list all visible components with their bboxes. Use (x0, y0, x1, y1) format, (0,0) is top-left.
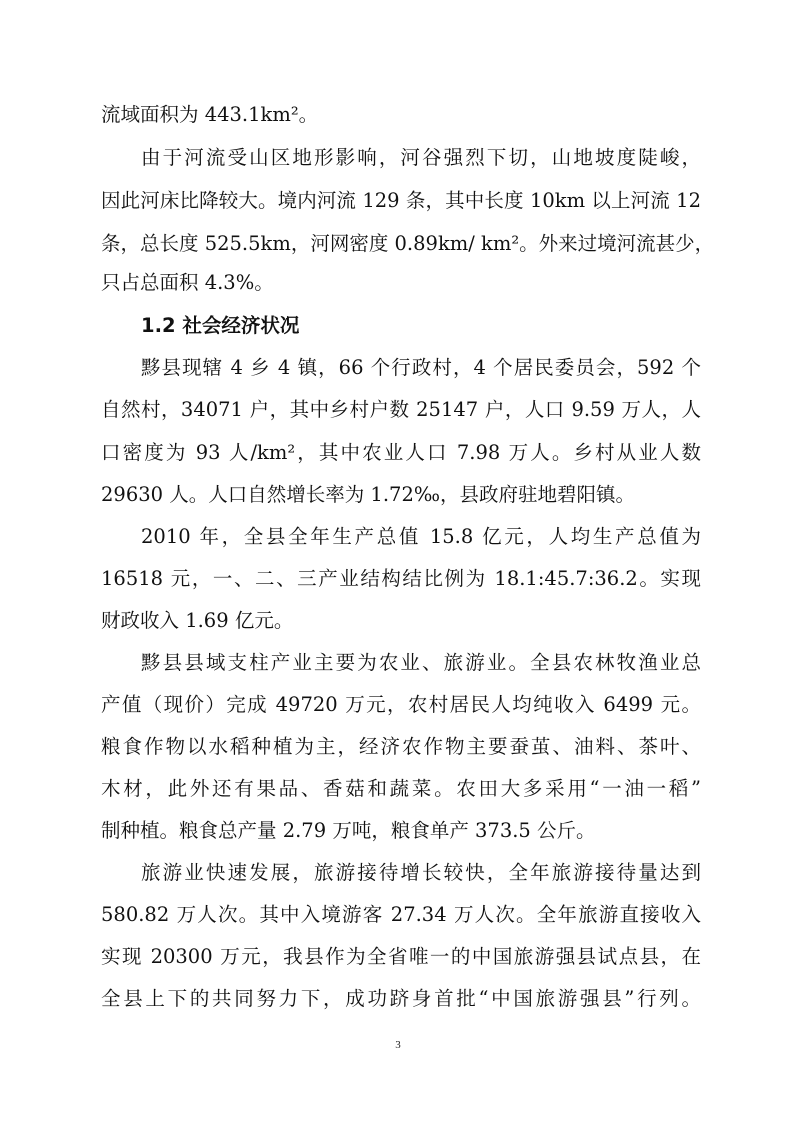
paragraph-line: 2010 年，全县全年生产总值 15.8 亿元，人均生产总值为 (141, 525, 701, 548)
paragraph-line: 580.82 万人次。其中入境游客 27.34 万人次。全年旅游直接收入 (101, 903, 701, 926)
paragraph-line: 木材，此外还有果品、香菇和蔬菜。农田大多采用“一油一稻” (101, 777, 701, 800)
paragraph-line: 因此河床比降较大。境内河流 129 条，其中长度 10km 以上河流 12 (101, 189, 701, 212)
paragraph-line: 16518 元，一、二、三产业结构结比例为 18.1:45.7:36.2。实现 (101, 567, 701, 590)
page-number: 3 (395, 1039, 401, 1051)
paragraph-line: 条，总长度 525.5km，河网密度 0.89km/ km²。外来过境河流甚少， (101, 232, 715, 255)
paragraph-line: 口密度为 93 人/km²，其中农业人口 7.98 万人。乡村从业人数 (101, 441, 701, 464)
paragraph-line: 财政收入 1.69 亿元。 (101, 609, 294, 632)
paragraph-line: 流域面积为 443.1km²。 (101, 103, 319, 126)
paragraph-line: 旅游业快速发展，旅游接待增长较快，全年旅游接待量达到 (141, 861, 701, 884)
paragraph-line: 产值（现价）完成 49720 万元，农村居民人均纯收入 6499 元。 (101, 693, 701, 716)
paragraph-line: 黟县现辖 4 乡 4 镇，66 个行政村，4 个居民委员会，592 个 (141, 356, 701, 379)
paragraph-line: 由于河流受山区地形影响，河谷强烈下切，山地坡度陡峻， (141, 146, 701, 169)
paragraph-line: 自然村，34071 户，其中乡村户数 25147 户，人口 9.59 万人，人 (101, 398, 701, 421)
paragraph-line: 实现 20300 万元，我县作为全省唯一的中国旅游强县试点县，在 (101, 945, 701, 968)
paragraph-line: 黟县县域支柱产业主要为农业、旅游业。全县农林牧渔业总 (141, 651, 701, 674)
paragraph-line: 29630 人。人口自然增长率为 1.72‰，县政府驻地碧阳镇。 (101, 483, 636, 506)
paragraph-line: 制种植。粮食总产量 2.79 万吨，粮食单产 373.5 公斤。 (101, 819, 596, 842)
paragraph-line: 只占总面积 4.3%。 (101, 271, 274, 294)
paragraph-line: 全县上下的共同努力下，成功跻身首批“中国旅游强县”行列。 (101, 987, 701, 1010)
paragraph-line: 粮食作物以水稻种植为主，经济农作物主要蚕茧、油料、茶叶、 (101, 735, 701, 758)
section-heading: 1.2 社会经济状况 (141, 314, 300, 337)
